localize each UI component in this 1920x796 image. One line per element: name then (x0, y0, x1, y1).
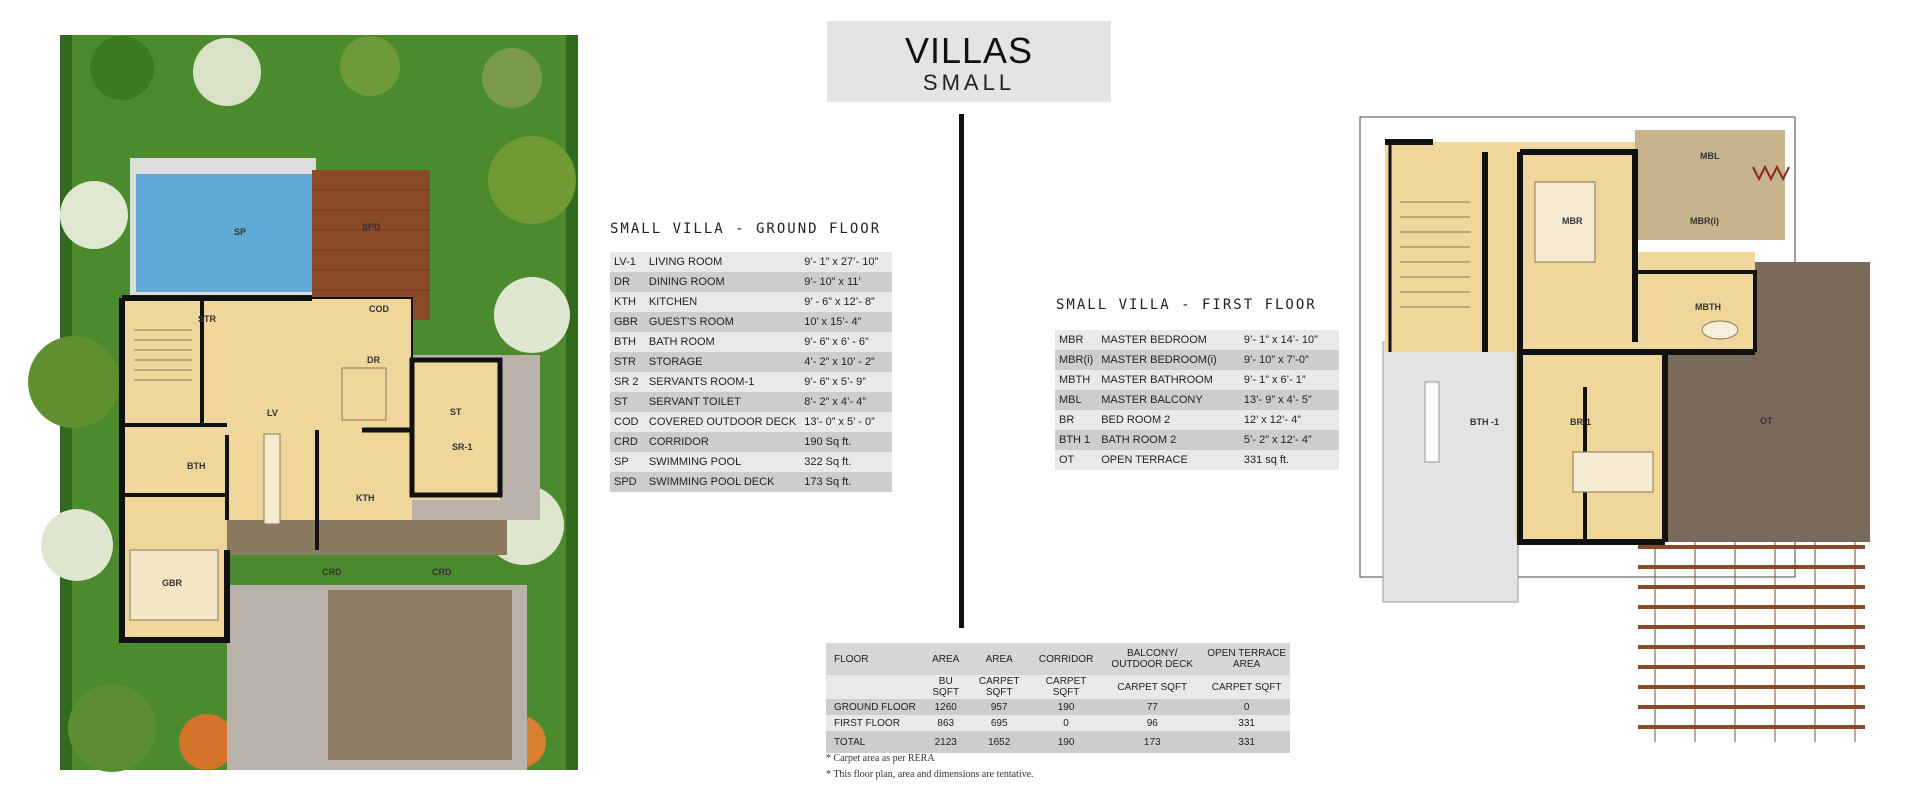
table-row: TOTAL 2123 1652 190 173 331 (826, 731, 1290, 753)
table-row: SP SWIMMING POOL 322 Sq ft. (610, 452, 892, 472)
ground-floor-title: SMALL VILLA - GROUND FLOOR (610, 221, 882, 237)
center-divider (959, 114, 964, 628)
table-row: STR STORAGE 4’- 2” x 10’ - 2” (610, 352, 892, 372)
room-label-lv: LV (267, 408, 278, 418)
header-corridor: CORRIDOR (1031, 643, 1101, 675)
ground-floor-table (610, 252, 892, 492)
room-label-kth: KTH (356, 493, 375, 503)
table-row: KTH KITCHEN 9’ - 6” x 12’- 8” (610, 292, 892, 312)
table-row: MBL MASTER BALCONY 13’- 9” x 4’- 5” (1055, 390, 1339, 410)
room-label-crd-1: CRD (322, 567, 342, 577)
table-row: LV-1 LIVING ROOM 9’- 1” x 27’- 10” (610, 252, 892, 272)
table-row: GROUND FLOOR 1260 957 190 77 0 (826, 699, 1290, 715)
room-label-gbr: GBR (162, 578, 182, 588)
room-label-crd-2: CRD (432, 567, 452, 577)
table-row: BR BED ROOM 2 12’ x 12’- 4” (1055, 410, 1339, 430)
room-label-mbl: MBL (1700, 151, 1720, 161)
table-row: FIRST FLOOR 863 695 0 96 331 (826, 715, 1290, 731)
table-row: DR DINING ROOM 9’- 10” x 11’ (610, 272, 892, 292)
header-balcony: BALCONY/ OUTDOOR DECK (1101, 643, 1203, 675)
room-label-mbr-i: MBR(i) (1690, 216, 1719, 226)
note-tentative: * This floor plan, area and dimensions are tentative. (826, 769, 1034, 780)
room-label-mbth: MBTH (1695, 302, 1721, 312)
header-open-terrace: OPEN TERRACE AREA (1203, 643, 1290, 675)
header-floor: FLOOR (826, 643, 924, 675)
room-label-bth: BTH (187, 461, 206, 471)
note-carpet-area: * Carpet area as per RERA (826, 753, 935, 764)
room-label-cod: COD (369, 304, 389, 314)
first-floor-table (1055, 330, 1339, 470)
room-label-spd: SPD (362, 222, 381, 232)
table-row: SR 2 SERVANTS ROOM-1 9’- 6” x 5’- 9” (610, 372, 892, 392)
room-label-dr: DR (367, 355, 380, 365)
header-area-bu: AREA (924, 643, 967, 675)
table-row: CRD CORRIDOR 190 Sq ft. (610, 432, 892, 452)
room-label-ot: OT (1760, 416, 1773, 426)
header-area-carpet: AREA (967, 643, 1030, 675)
room-label-sp: SP (234, 227, 247, 237)
first-floor-title: SMALL VILLA - FIRST FLOOR (1056, 297, 1317, 313)
page-subtitle: SMALL (922, 70, 1016, 95)
room-label-str: STR (198, 314, 216, 324)
table-row: GBR GUEST’S ROOM 10’ x 15’- 4” (610, 312, 892, 332)
table-row: BTH 1 BATH ROOM 2 5’- 2” x 12’- 4” (1055, 430, 1339, 450)
table-row: ST SERVANT TOILET 8’- 2” x 4’- 4” (610, 392, 892, 412)
table-row: MBR(i) MASTER BEDROOM(i) 9’- 10” x 7’-0” (1055, 350, 1339, 370)
room-label-mbr: MBR (1562, 216, 1583, 226)
title-box (827, 21, 1111, 102)
table-row: COD COVERED OUTDOOR DECK 13’- 0” x 5’ - 0” (610, 412, 892, 432)
table-row: MBR MASTER BEDROOM 9’- 1” x 14’- 10” (1055, 330, 1339, 350)
table-row: MBTH MASTER BATHROOM 9’- 1” x 6’- 1” (1055, 370, 1339, 390)
table-row: BTH BATH ROOM 9’- 6” x 6’ - 6” (610, 332, 892, 352)
room-label-st: ST (450, 407, 462, 417)
table-row: OT OPEN TERRACE 331 sq ft. (1055, 450, 1339, 470)
first-floor-plan (1355, 112, 1875, 746)
table-row: SPD SWIMMING POOL DECK 173 Sq ft. (610, 472, 892, 492)
room-label-sr1: SR-1 (452, 442, 473, 452)
area-summary-table: FLOOR AREA AREA CORRIDOR BALCONY/ OUTDOOR DECK OPEN TERRACE AREA BU SQFT CARPET SQFT CARPET SQFT CARPET SQFT CARPET SQFT GROUND FLOOR 1260 957 190 77 0 FIRST FLOOR 863 695 0 96 331 TOTAL 2123 1652 190 173 331 (826, 643, 1290, 753)
ground-floor-plan (12, 30, 592, 775)
page-title: VILLAS (904, 30, 1034, 71)
room-label-bth-1: BTH -1 (1470, 417, 1499, 427)
room-label-br-1: BR-1 (1570, 417, 1592, 427)
